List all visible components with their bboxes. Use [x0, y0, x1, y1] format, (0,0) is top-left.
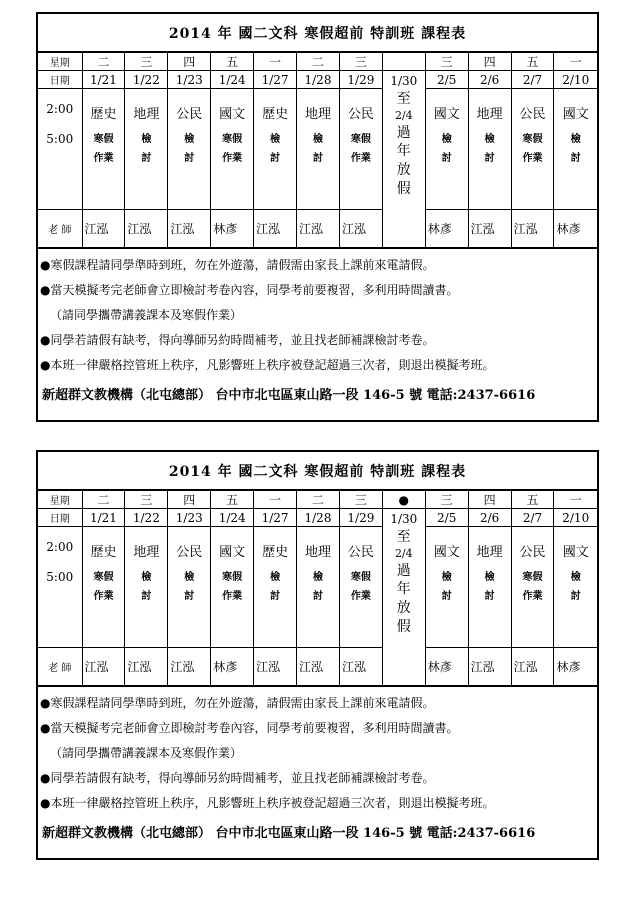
class-note [469, 130, 511, 168]
class-note [168, 568, 210, 606]
date-cell: 1/22 [125, 71, 168, 89]
weekday-cell: 四 [468, 53, 511, 71]
class-cell [468, 89, 511, 210]
weekday-cell: 三 [339, 53, 382, 71]
schedule-sheet-bottom [36, 450, 599, 860]
class-note-top: 檢 [270, 134, 281, 145]
subject-label: 地理 [304, 107, 331, 122]
subject-label: 國文 [219, 545, 246, 560]
schedule-table [38, 490, 597, 686]
date-label: 日期 [38, 509, 82, 527]
teacher-cell: 江泓 [82, 648, 125, 686]
note-line: ●寒假課程請同學準時到班，勿在外遊蕩，請假需由家長上課前來電請假。 [40, 696, 435, 710]
class-cell [125, 89, 168, 210]
note-line: ●本班一律嚴格控管班上秩序，凡影響班上秩序被登記超過三次者，則退出模擬考班。 [40, 796, 495, 810]
class-cell [254, 89, 297, 210]
class-cell [125, 527, 168, 648]
date-cell: 1/24 [211, 509, 254, 527]
class-note [426, 568, 468, 606]
schedule-title: 2014 年 國二文科 寒假超前 特訓班 課程表 [38, 452, 597, 490]
holiday-char: 過 [396, 562, 411, 579]
teacher-cell: 林彥 [211, 210, 254, 248]
class-cell [82, 527, 125, 648]
teacher-cell: 江泓 [254, 648, 297, 686]
teacher-cell: 江泓 [125, 648, 168, 686]
class-note-bottom: 作業 [350, 153, 371, 164]
date-label: 日期 [38, 71, 82, 89]
class-cell [554, 527, 597, 648]
date-cell: 1/21 [82, 509, 125, 527]
date-cell: 1/23 [168, 71, 211, 89]
class-note [297, 568, 339, 606]
class-note-top: 檢 [184, 134, 195, 145]
class-note-bottom: 作業 [522, 591, 543, 602]
note-line: （請同學攜帶講義課本及寒假作業） [50, 746, 243, 760]
teacher-cell: 林彥 [554, 648, 597, 686]
subject-label: 歷史 [90, 545, 117, 560]
class-cell [339, 527, 382, 648]
class-note-bottom: 討 [141, 153, 152, 164]
teacher-cell: 江泓 [254, 210, 297, 248]
class-note-top: 檢 [270, 572, 281, 583]
weekday-cell: 三 [339, 491, 382, 509]
teacher-cell: 江泓 [511, 648, 554, 686]
class-note [554, 130, 597, 168]
class-note-bottom: 討 [312, 591, 323, 602]
subject-label: 公民 [176, 545, 203, 560]
subject-label: 歷史 [90, 107, 117, 122]
class-note-bottom: 作業 [93, 591, 114, 602]
class-cell [339, 89, 382, 210]
schedule-sheet-top [36, 12, 599, 422]
class-note [254, 568, 296, 606]
class-note-top: 寒假 [350, 572, 371, 583]
holiday-char: 放 [396, 162, 411, 179]
holiday-char: 假 [396, 619, 411, 636]
weekday-cell [382, 53, 425, 71]
teacher-cell: 林彥 [554, 210, 597, 248]
holiday-cell [382, 71, 425, 248]
date-cell: 2/10 [554, 71, 597, 89]
date-cell: 1/24 [211, 71, 254, 89]
class-cell [511, 527, 554, 648]
class-note-bottom: 討 [270, 591, 281, 602]
subject-label: 歷史 [262, 107, 289, 122]
teacher-cell: 江泓 [125, 210, 168, 248]
date-cell: 1/23 [168, 509, 211, 527]
time-end: 5:00 [46, 132, 74, 147]
time-start: 2:00 [46, 102, 74, 116]
notes-block [38, 686, 597, 816]
class-note [512, 130, 554, 168]
class-note-top: 寒假 [222, 572, 243, 583]
weekday-cell: 一 [254, 491, 297, 509]
subject-label: 地理 [133, 107, 160, 122]
class-cell [168, 527, 211, 648]
weekday-cell: 一 [254, 53, 297, 71]
class-note [426, 130, 468, 168]
class-note [554, 568, 597, 606]
holiday-cell [382, 509, 425, 686]
footer-contact: 新超群文教機構（北屯總部） 台中市北屯區東山路一段 146-5 號 電話:2437-6616 [42, 826, 536, 841]
weekday-cell: 三 [125, 491, 168, 509]
holiday-char: 過 [396, 124, 411, 141]
teacher-label: 老 師 [38, 648, 82, 686]
class-note-bottom: 作業 [522, 153, 543, 164]
time-cell [38, 89, 82, 210]
teacher-cell: 林彥 [211, 648, 254, 686]
class-note-bottom: 討 [570, 591, 581, 602]
class-cell [82, 89, 125, 210]
subject-label: 地理 [304, 545, 331, 560]
class-note-top: 檢 [570, 134, 581, 145]
note-line: ●同學若請假有缺考，得向導師另約時間補考，並且找老師補課檢討考卷。 [40, 333, 435, 347]
note-line: ●當天模擬考完老師會立即檢討考卷內容，同學考前要複習，多利用時間讀書。 [40, 721, 459, 735]
class-note-top: 檢 [484, 134, 495, 145]
teacher-cell: 江泓 [297, 648, 340, 686]
holiday-char: 假 [396, 181, 411, 198]
note-line: ●本班一律嚴格控管班上秩序，凡影響班上秩序被登記超過三次者，則退出模擬考班。 [40, 358, 495, 372]
class-note-bottom: 作業 [350, 591, 371, 602]
teacher-cell: 林彥 [425, 210, 468, 248]
note-line: ●寒假課程請同學準時到班，勿在外遊蕩，請假需由家長上課前來電請假。 [40, 258, 435, 272]
subject-label: 公民 [519, 545, 546, 560]
class-note-top: 檢 [570, 572, 581, 583]
class-note-bottom: 作業 [222, 153, 243, 164]
class-note-top: 寒假 [522, 572, 543, 583]
weekday-cell: 二 [82, 53, 125, 71]
subject-label: 國文 [433, 107, 460, 122]
weekday-cell: 二 [297, 491, 340, 509]
class-note [211, 130, 253, 168]
class-cell [425, 527, 468, 648]
class-note-bottom: 作業 [222, 591, 243, 602]
class-note-top: 檢 [141, 572, 152, 583]
class-note [83, 130, 125, 168]
subject-label: 公民 [519, 107, 546, 122]
subject-label: 地理 [476, 545, 503, 560]
class-note-bottom: 討 [184, 591, 195, 602]
date-cell: 2/6 [468, 71, 511, 89]
time-cell [38, 527, 82, 648]
date-cell: 1/28 [297, 509, 340, 527]
class-note-top: 寒假 [222, 134, 243, 145]
class-cell [211, 527, 254, 648]
class-note-bottom: 作業 [93, 153, 114, 164]
class-note-top: 檢 [484, 572, 495, 583]
weekday-cell: ● [382, 491, 425, 509]
class-note [125, 568, 167, 606]
date-cell: 1/30 [390, 74, 418, 88]
date-cell: 1/28 [297, 71, 340, 89]
class-note-top: 檢 [312, 572, 323, 583]
date-cell: 2/10 [554, 509, 597, 527]
holiday-end: 2/4 [394, 108, 413, 122]
date-cell: 1/21 [82, 71, 125, 89]
teacher-cell: 江泓 [468, 210, 511, 248]
weekday-cell: 五 [511, 491, 554, 509]
subject-label: 歷史 [262, 545, 289, 560]
class-note-top: 寒假 [93, 572, 114, 583]
date-cell: 1/30 [390, 512, 418, 526]
footer-contact: 新超群文教機構（北屯總部） 台中市北屯區東山路一段 146-5 號 電話:2437-6616 [42, 388, 536, 403]
class-note [297, 130, 339, 168]
teacher-cell: 林彥 [425, 648, 468, 686]
time-end: 5:00 [46, 570, 74, 585]
class-note [340, 130, 382, 168]
class-note [211, 568, 253, 606]
class-note-bottom: 討 [184, 153, 195, 164]
teacher-cell: 江泓 [297, 210, 340, 248]
date-cell: 2/5 [425, 509, 468, 527]
date-cell: 2/7 [511, 509, 554, 527]
class-note-bottom: 討 [312, 153, 323, 164]
weekday-cell: 四 [468, 491, 511, 509]
weekday-cell: 二 [297, 53, 340, 71]
class-cell [297, 89, 340, 210]
class-cell [168, 89, 211, 210]
note-line: （請同學攜帶講義課本及寒假作業） [50, 308, 243, 322]
class-note [340, 568, 382, 606]
schedule-title: 2014 年 國二文科 寒假超前 特訓班 課程表 [38, 14, 597, 52]
holiday-char: 年 [396, 143, 411, 160]
weekday-cell: 一 [554, 53, 597, 71]
class-cell [297, 527, 340, 648]
note-line: ●當天模擬考完老師會立即檢討考卷內容，同學考前要複習，多利用時間讀書。 [40, 283, 459, 297]
class-cell [425, 89, 468, 210]
holiday-char: 放 [396, 600, 411, 617]
weekday-cell: 三 [425, 53, 468, 71]
class-note-bottom: 討 [270, 153, 281, 164]
date-cell: 2/6 [468, 509, 511, 527]
teacher-cell: 江泓 [168, 648, 211, 686]
class-note-top: 檢 [312, 134, 323, 145]
weekday-cell: 四 [168, 53, 211, 71]
subject-label: 公民 [176, 107, 203, 122]
holiday-end: 2/4 [394, 546, 413, 560]
class-note-bottom: 討 [484, 153, 495, 164]
date-cell: 1/29 [339, 509, 382, 527]
subject-label: 國文 [562, 545, 589, 560]
class-note [168, 130, 210, 168]
class-cell [554, 89, 597, 210]
teacher-cell: 江泓 [82, 210, 125, 248]
class-note-bottom: 討 [441, 153, 452, 164]
time-start: 2:00 [46, 540, 74, 554]
class-note-bottom: 討 [570, 153, 581, 164]
teacher-cell: 江泓 [339, 648, 382, 686]
holiday-to: 至 [396, 528, 411, 545]
subject-label: 地理 [133, 545, 160, 560]
weekday-cell: 一 [554, 491, 597, 509]
subject-label: 國文 [433, 545, 460, 560]
note-line: ●同學若請假有缺考，得向導師另約時間補考，並且找老師補課檢討考卷。 [40, 771, 435, 785]
teacher-cell: 江泓 [511, 210, 554, 248]
weekday-cell: 二 [82, 491, 125, 509]
teacher-cell: 江泓 [339, 210, 382, 248]
weekday-cell: 五 [211, 491, 254, 509]
class-note-top: 寒假 [93, 134, 114, 145]
class-cell [511, 89, 554, 210]
class-cell [254, 527, 297, 648]
subject-label: 地理 [476, 107, 503, 122]
class-note-top: 檢 [441, 134, 452, 145]
class-note-bottom: 討 [484, 591, 495, 602]
class-cell [468, 527, 511, 648]
holiday-to: 至 [396, 90, 411, 107]
class-note-top: 檢 [141, 134, 152, 145]
weekday-cell: 三 [425, 491, 468, 509]
class-note-top: 寒假 [522, 134, 543, 145]
schedule-table [38, 52, 597, 248]
teacher-cell: 江泓 [468, 648, 511, 686]
class-note-top: 寒假 [350, 134, 371, 145]
teacher-cell: 江泓 [168, 210, 211, 248]
class-note-top: 檢 [441, 572, 452, 583]
teacher-label: 老 師 [38, 210, 82, 248]
subject-label: 公民 [347, 545, 374, 560]
class-note-bottom: 討 [141, 591, 152, 602]
date-cell: 2/7 [511, 71, 554, 89]
notes-block [38, 248, 597, 378]
weekday-cell: 五 [211, 53, 254, 71]
date-cell: 1/22 [125, 509, 168, 527]
class-note-top: 檢 [184, 572, 195, 583]
class-note [83, 568, 125, 606]
class-note-bottom: 討 [441, 591, 452, 602]
class-cell [211, 89, 254, 210]
class-note [512, 568, 554, 606]
subject-label: 國文 [219, 107, 246, 122]
weekday-cell: 五 [511, 53, 554, 71]
date-cell: 1/27 [254, 509, 297, 527]
week-label: 星期 [38, 53, 82, 71]
subject-label: 國文 [562, 107, 589, 122]
date-cell: 2/5 [425, 71, 468, 89]
date-cell: 1/27 [254, 71, 297, 89]
holiday-char: 年 [396, 581, 411, 598]
subject-label: 公民 [347, 107, 374, 122]
weekday-cell: 四 [168, 491, 211, 509]
week-label: 星期 [38, 491, 82, 509]
class-note [469, 568, 511, 606]
date-cell: 1/29 [339, 71, 382, 89]
class-note [125, 130, 167, 168]
class-note [254, 130, 296, 168]
weekday-cell: 三 [125, 53, 168, 71]
